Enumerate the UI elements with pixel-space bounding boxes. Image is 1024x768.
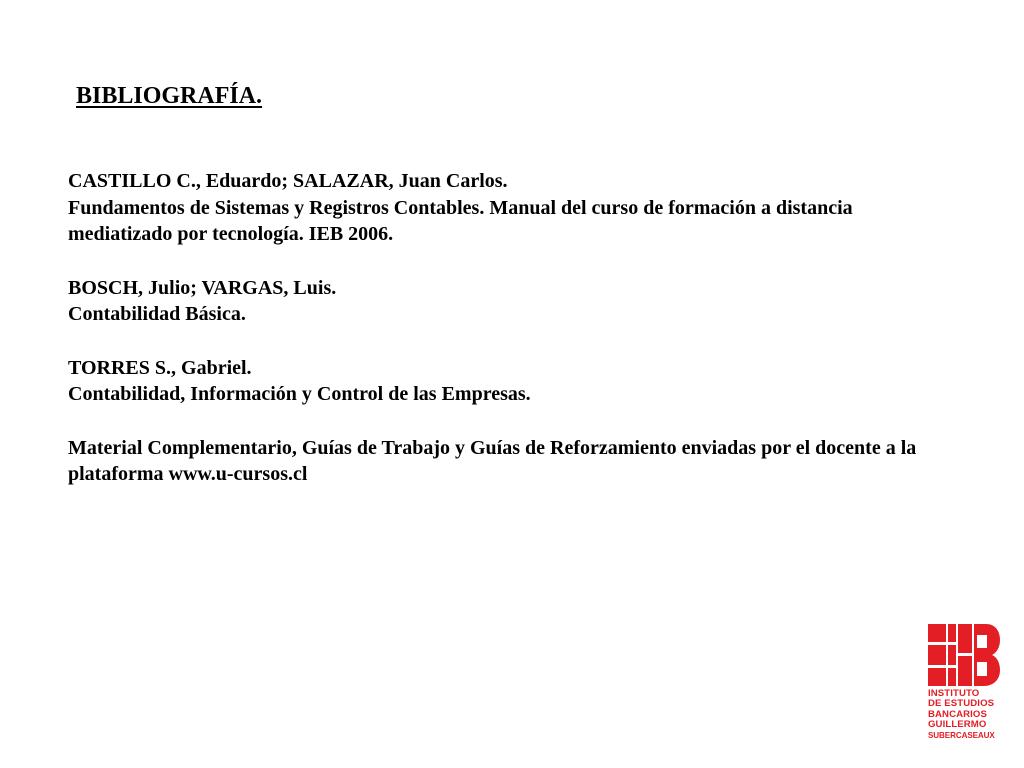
bibliography-entry bbox=[68, 275, 948, 328]
bibliography-list bbox=[68, 168, 948, 515]
entry-authors: BOSCH, Julio; VARGAS, Luis. bbox=[68, 276, 337, 299]
institution-logo bbox=[928, 624, 1002, 746]
entry-title: Fundamentos de Sistemas y Registros Contables. Manual del curso de formación a distancia mediatizado por tecnología. IEB 2006. bbox=[68, 196, 853, 245]
ieb-logo-mark-icon bbox=[928, 624, 1000, 686]
logo-text-line: DE ESTUDIOS bbox=[928, 698, 995, 710]
logo-text-line: INSTITUTO bbox=[928, 688, 980, 699]
page-title: BIBLIOGRAFÍA. bbox=[76, 83, 263, 109]
bibliography-entry bbox=[68, 168, 948, 248]
entry-complementary-material: Material Complementario, Guías de Trabajo y Guías de Reforzamiento enviadas por el docente a la plataforma www.u-cursos.cl bbox=[68, 436, 917, 485]
logo-text-line: BANCARIOS bbox=[928, 708, 987, 720]
entry-authors: CASTILLO C., Eduardo; SALAZAR, Juan Carlos. bbox=[68, 170, 508, 192]
bibliography-entry bbox=[68, 355, 948, 408]
logo-text-line: GUILLERMO bbox=[928, 719, 987, 731]
entry-title: Contabilidad Básica. bbox=[68, 303, 246, 325]
logo-text-line: SUBERCASEAUX bbox=[928, 730, 995, 740]
entry-authors: TORRES S., Gabriel. bbox=[68, 356, 252, 379]
bibliography-entry bbox=[68, 435, 948, 488]
entry-title: Contabilidad, Información y Control de las Empresas. bbox=[68, 383, 531, 405]
